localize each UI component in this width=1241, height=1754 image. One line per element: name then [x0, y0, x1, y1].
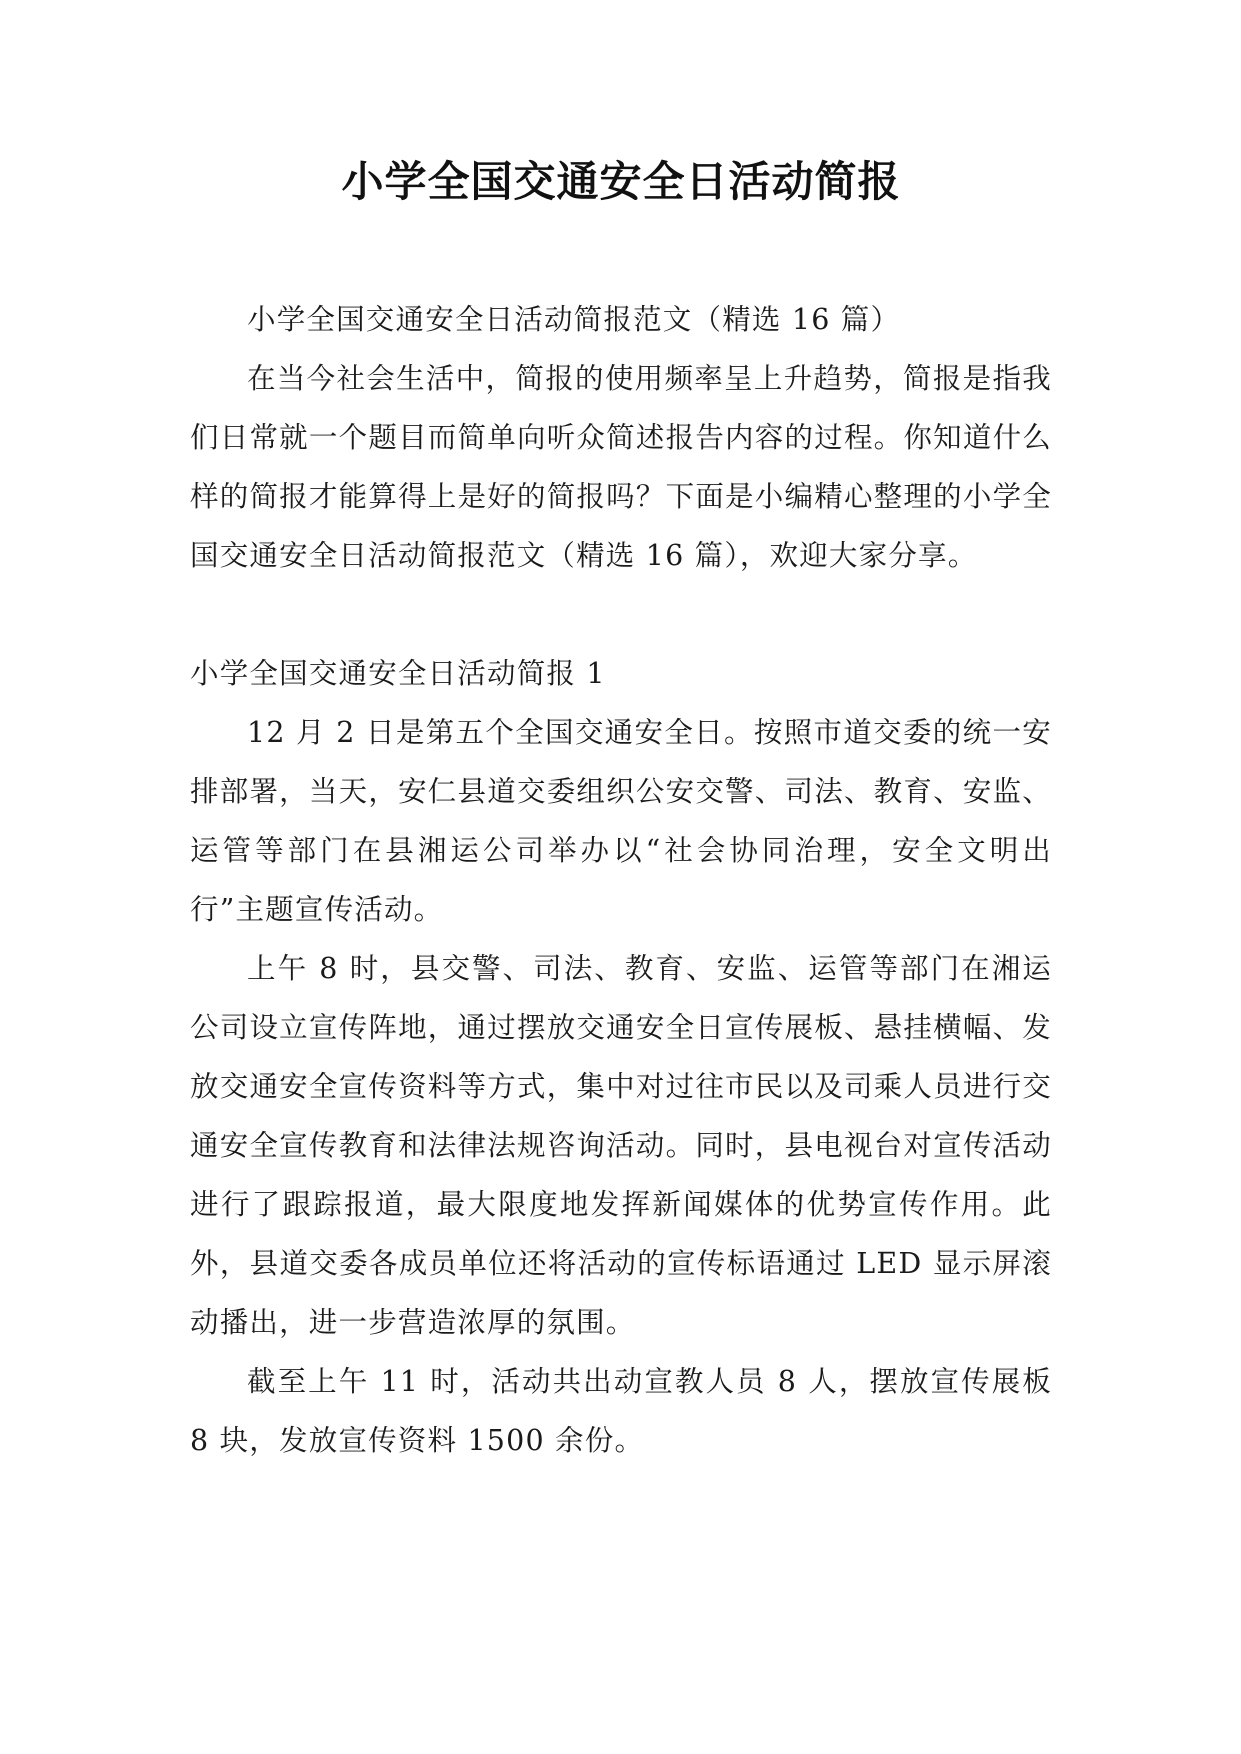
body-paragraph: 12 月 2 日是第五个全国交通安全日。按照市道交委的统一安排部署，当天，安仁县道交委组织公安交警、司法、教育、安监、运管等部门在县湘运公司举办以“社会协同治理，安全文明出行”主题宣传活动。 — [190, 716, 1052, 926]
section-heading: 小学全国交通安全日活动简报 1 — [190, 657, 606, 690]
body-paragraph: 上午 8 时，县交警、司法、教育、安监、运管等部门在湘运公司设立宣传阵地，通过摆放交通安全日宣传展板、悬挂横幅、发放交通安全宣传资料等方式，集中对过往市民以及司乘人员进行交通安全宣传教育和法律法规咨询活动。同时，县电视台对宣传活动进行了跟踪报道，最大限度地发挥新闻媒体的优势宣传作用。此外，县道交委各成员单位还将活动的宣传标语通过 LED 显示屏滚动播出，进一步营造浓厚的氛围。 — [190, 952, 1052, 1339]
subtitle-paragraph: 小学全国交通安全日活动简报范文（精选 16 篇） — [247, 303, 901, 336]
intro-paragraph: 在当今社会生活中，简报的使用频率呈上升趋势，简报是指我们日常就一个题目而简单向听众简述报告内容的过程。你知道什么样的简报才能算得上是好的简报吗？下面是小编精心整理的小学全国交通安全日活动简报范文（精选 16 篇），欢迎大家分享。 — [190, 362, 1052, 572]
document-title: 小学全国交通安全日活动简报 — [341, 157, 901, 206]
body-paragraph: 截至上午 11 时，活动共出动宣教人员 8 人，摆放宣传展板 8 块，发放宣传资料 1500 余份。 — [190, 1365, 1052, 1457]
document-body — [190, 290, 1052, 1470]
paragraph-gap — [190, 585, 1052, 644]
